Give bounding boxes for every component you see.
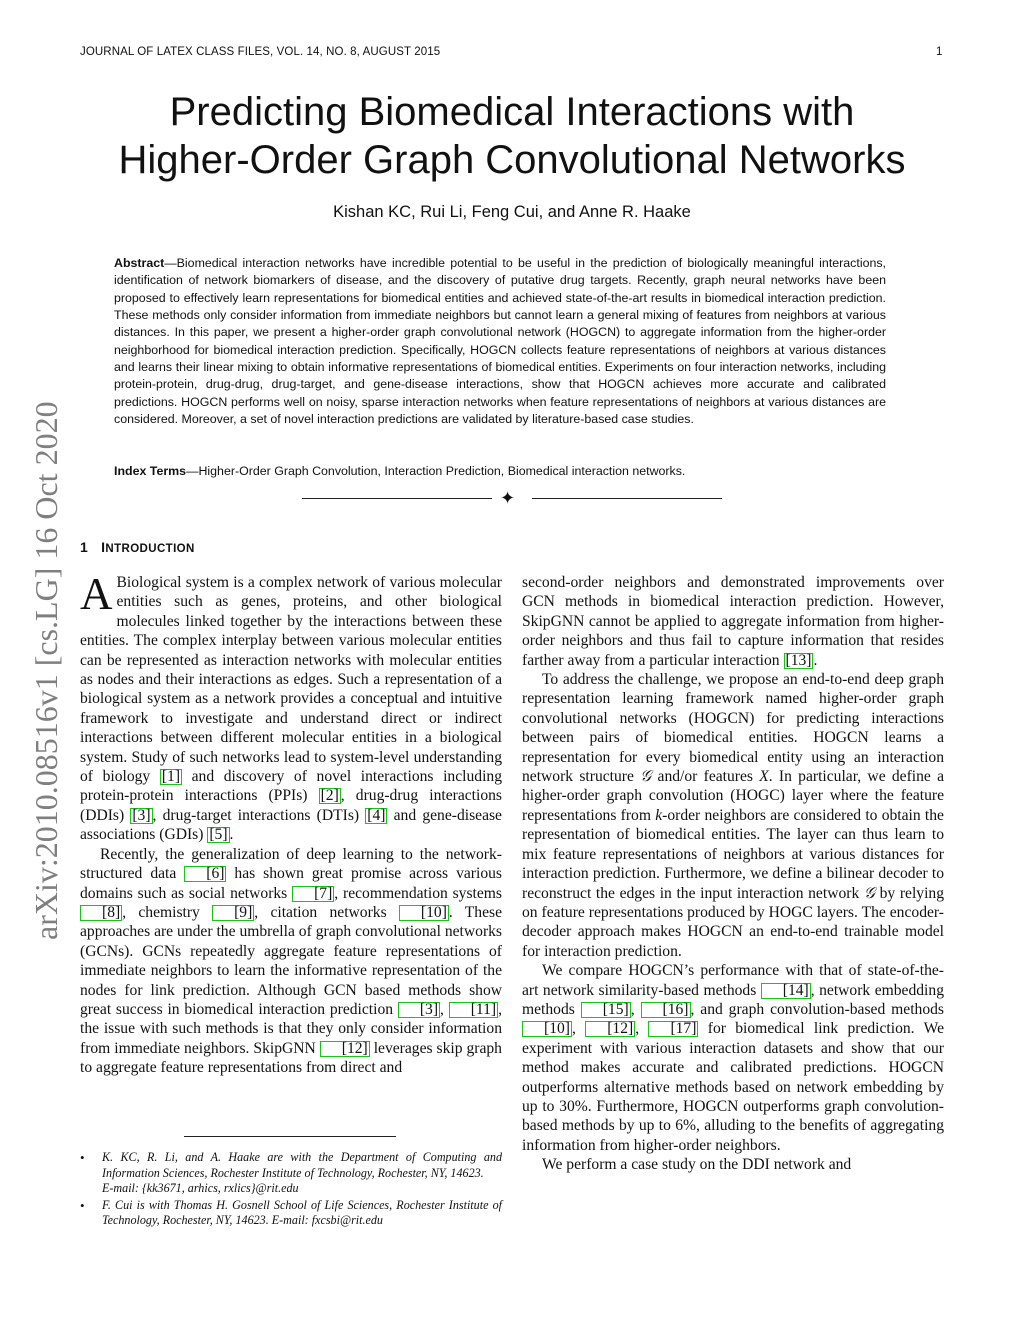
divider-line-right <box>532 498 722 499</box>
paragraph-text: . These approaches are under the umbrella of graph convolutional networks (GCNs). GCNs repeatedly aggregate feature representations of immediate neighbors to learn the informative representation of the nodes for link prediction. Although GCN based methods show great success in biomedical interaction prediction <box>80 903 503 1018</box>
citation-link[interactable]: [3] <box>398 1002 440 1018</box>
citation-link[interactable]: [4] <box>367 806 386 824</box>
paragraph-text: We compare HOGCN’s performance with that of state-of-the-art network similarity-based methods <box>522 962 944 999</box>
intro-paragraph-1 <box>80 569 502 845</box>
intro-paragraph-5 <box>522 961 944 1155</box>
paragraph-text: , chemistry <box>122 903 213 921</box>
citation-link[interactable]: [12] <box>585 1021 635 1037</box>
paragraph-text: second-order neighbors and demonstrated improvements over GCN methods in biomedical interaction prediction. However, SkipGNN cannot be applied to aggregate information from higher-order neighbors and thus fail to capture information that resides farther away from a particular interaction <box>522 574 944 669</box>
paragraph-text: . In particular, we define a higher-order graph convolution (HOGC) layer where the feature representations from <box>522 768 944 824</box>
author-list: Kishan KC, Rui Li, Feng Cui, and Anne R. Haake <box>333 203 691 221</box>
section-title-initial: I <box>101 539 106 555</box>
footnote-email: E-mail: {kk3671, arhics, rxlics}@rit.edu <box>102 1181 299 1196</box>
citation-link[interactable]: [12] <box>320 1041 370 1057</box>
paragraph-text: , drug-drug interactions (DDIs) <box>80 787 502 824</box>
math-symbol: 𝒢 <box>863 884 875 902</box>
paragraph-text: , recommendation systems <box>334 884 503 902</box>
title-line-2: Higher-Order Graph Convolutional Networks <box>118 138 906 182</box>
citation-link[interactable]: [11] <box>449 1002 498 1018</box>
paragraph-text: for biomedical link prediction. We experiment with various interaction datasets and show that our method makes accurate and calibrated predictions. HOGCN outperforms alternative methods based on network embedding by up to 30%. Furthermore, HOGCN outperforms graph convolution-based methods by up to 6%, alluding to the benefits of aggregating information from higher-order neighbors. <box>522 1020 945 1154</box>
footnote-text: F. Cui is with Thomas H. Gosnell School of Life Sciences, Rochester Institute of Technology, Rochester, NY, 14623. E-mail: fxcsbi@rit.edu <box>102 1197 502 1228</box>
paragraph-text: -order neighbors are considered to obtain the representation of biomedical entities. The layer can thus learn to mix feature representations of neighbors at various distances for interaction prediction. Furthermore, we define a bilinear decoder to reconstruct the edges in the input interaction network <box>522 806 944 902</box>
page-number: 1 <box>936 46 943 58</box>
citation-link[interactable]: [15] <box>581 1002 631 1018</box>
math-symbol: X <box>759 768 769 786</box>
paragraph-text: . <box>229 826 234 844</box>
drop-cap: A <box>80 569 113 619</box>
citation-link[interactable]: [14] <box>761 983 811 999</box>
section-number: 1 <box>80 539 89 555</box>
paragraph-text: , and graph convolution-based methods <box>690 1000 944 1018</box>
citation-link[interactable]: [8] <box>80 905 122 921</box>
paragraph-text: and/or features <box>651 768 760 786</box>
paragraph-text: , drug-target interactions (DTIs) <box>152 806 366 824</box>
citation-link[interactable]: [2] <box>320 787 339 805</box>
paragraph-text: leverages skip graph to aggregate feature representations from direct and <box>80 1039 502 1077</box>
footnote-affiliation-2 <box>80 1198 502 1229</box>
title-line-1: Predicting Biomedical Interactions with <box>169 90 855 134</box>
section-heading <box>80 539 195 555</box>
footnote-text: K. KC, R. Li, and A. Haake are with the Department of Computing and Information Sciences, Rochester Institute of Technology, Rochester, NY, 14623. <box>102 1150 502 1180</box>
bullet-icon: • <box>80 1150 85 1165</box>
citation-link[interactable]: [13] <box>785 651 812 669</box>
math-symbol: k <box>655 806 663 824</box>
paragraph-text: by relying on feature representations produced by HOGC layers. The encoder-decoder approach makes HOGCN an end-to-end trainable model for interaction prediction. <box>522 884 945 960</box>
citation-link[interactable]: [5] <box>209 826 228 844</box>
left-column <box>80 569 503 1078</box>
paragraph-text: has shown great promise across various domains such as social networks <box>80 865 502 902</box>
arxiv-stamp: arXiv:2010.08516v1 [cs.LG] 16 Oct 2020 <box>28 401 64 940</box>
intro-paragraph-4 <box>522 670 944 961</box>
citation-link[interactable]: [10] <box>522 1021 572 1037</box>
intro-paragraph-3 <box>522 573 944 670</box>
citation-link[interactable]: [16] <box>641 1002 691 1018</box>
index-terms-label: Index Terms <box>114 464 187 478</box>
citation-link[interactable]: [6] <box>184 866 226 882</box>
paragraph-text: , <box>440 1000 449 1018</box>
intro-paragraph-6 <box>522 1155 944 1174</box>
running-head: JOURNAL OF LATEX CLASS FILES, VOL. 14, NO. 8, AUGUST 2015 <box>80 46 441 58</box>
citation-link[interactable]: [1] <box>161 768 181 786</box>
footnote-affiliation-1 <box>80 1150 502 1197</box>
paragraph-text: . <box>813 651 818 669</box>
index-terms <box>114 463 886 480</box>
citation-link[interactable]: [7] <box>292 886 334 902</box>
paragraph-text: , <box>635 1020 649 1038</box>
citation-link[interactable]: [10] <box>399 905 449 921</box>
abstract-text: —Biomedical interaction networks have incredible potential to be useful in the prediction of biologically meaningful interactions, identification of network biomarkers of disease, and the discovery of putative drug targets. Recently, graph neural networks have been proposed to effectively learn representations for biomedical entities and achieved state-of-the-art results in biomedical interaction prediction. These methods only consider information from immediate neighbors but cannot learn a general mixing of features from neighbors at various distances. In this paper, we present a higher-order graph convolutional network (HOGCN) to aggregate information from the higher-order neighborhood for biomedical interaction prediction. Specifically, HOGCN collects feature representations of neighbors at various distances and learns their linear mixing to obtain informative representations of biomedical entities. Experiments on four interaction networks, including protein-protein, drug-drug, drug-target, and gene-disease interactions, show that HOGCN achieves more accurate and calibrated predictions. HOGCN performs well on noisy, sparse interaction networks when feature representations of neighbors at various distances are considered. Moreover, a set of novel interaction predictions are validated by literature-based case studies. <box>114 256 886 427</box>
paragraph-text: Recently, the generalization of deep learning to the network-structured data <box>80 845 502 883</box>
paragraph-text: and gene-disease associations (GDIs) <box>80 806 502 844</box>
paragraph-text: , <box>630 1000 641 1018</box>
section-title-rest: NTRODUCTION <box>105 543 195 555</box>
paper-title <box>80 88 944 184</box>
divider-diamond-icon: ✦ <box>500 488 516 508</box>
citation-link[interactable]: [3] <box>132 806 151 824</box>
intro-paragraph-2 <box>80 845 502 1078</box>
citation-link[interactable]: [17] <box>648 1021 698 1037</box>
footnote-rule <box>184 1136 396 1137</box>
paragraph-text: and discovery of novel interactions including protein-protein interactions (PPIs) <box>80 768 502 805</box>
paragraph-text: To address the challenge, we propose an end-to-end deep graph representation learning framework named higher-order graph convolutional networks (HOGCN) for predicting interactions between pairs of biomedical entities. HOGCN learns a representation for every biomedical entity using an interaction network structure <box>522 671 944 786</box>
divider-line-left <box>302 498 492 499</box>
citation-link[interactable]: [9] <box>212 905 254 921</box>
math-symbol: 𝒢 <box>640 768 652 786</box>
paragraph-text: Biological system is a complex network of various molecular entities such as genes, proteins, and other biological molecules linked together by the interactions between these entities. The complex interplay between various molecular entities can be represented as interaction networks with molecular entities as nodes and their interactions as edges. Such a representation of a biological system as a network provides a conceptual and intuitive framework to investigate and understand direct or indirect interactions between different molecular entities in a biological system. Study of such networks lead to system-level understanding of biology <box>80 574 502 786</box>
paragraph-text: , the issue with such methods is that they only consider information from immediate neighbors. SkipGNN <box>80 1000 502 1057</box>
abstract-label: Abstract <box>114 256 165 270</box>
right-column <box>522 573 944 1175</box>
paragraph-text: We perform a case study on the DDI network and <box>542 1156 852 1174</box>
abstract <box>114 255 886 428</box>
paragraph-text: , network embedding methods <box>522 981 944 1018</box>
section-divider <box>302 488 722 510</box>
paragraph-text: , <box>571 1020 586 1038</box>
footnotes <box>80 1150 502 1230</box>
index-terms-text: —Higher-Order Graph Convolution, Interaction Prediction, Biomedical interaction networks. <box>186 464 686 478</box>
bullet-icon: • <box>80 1197 85 1213</box>
paragraph-text: , citation networks <box>254 903 399 921</box>
